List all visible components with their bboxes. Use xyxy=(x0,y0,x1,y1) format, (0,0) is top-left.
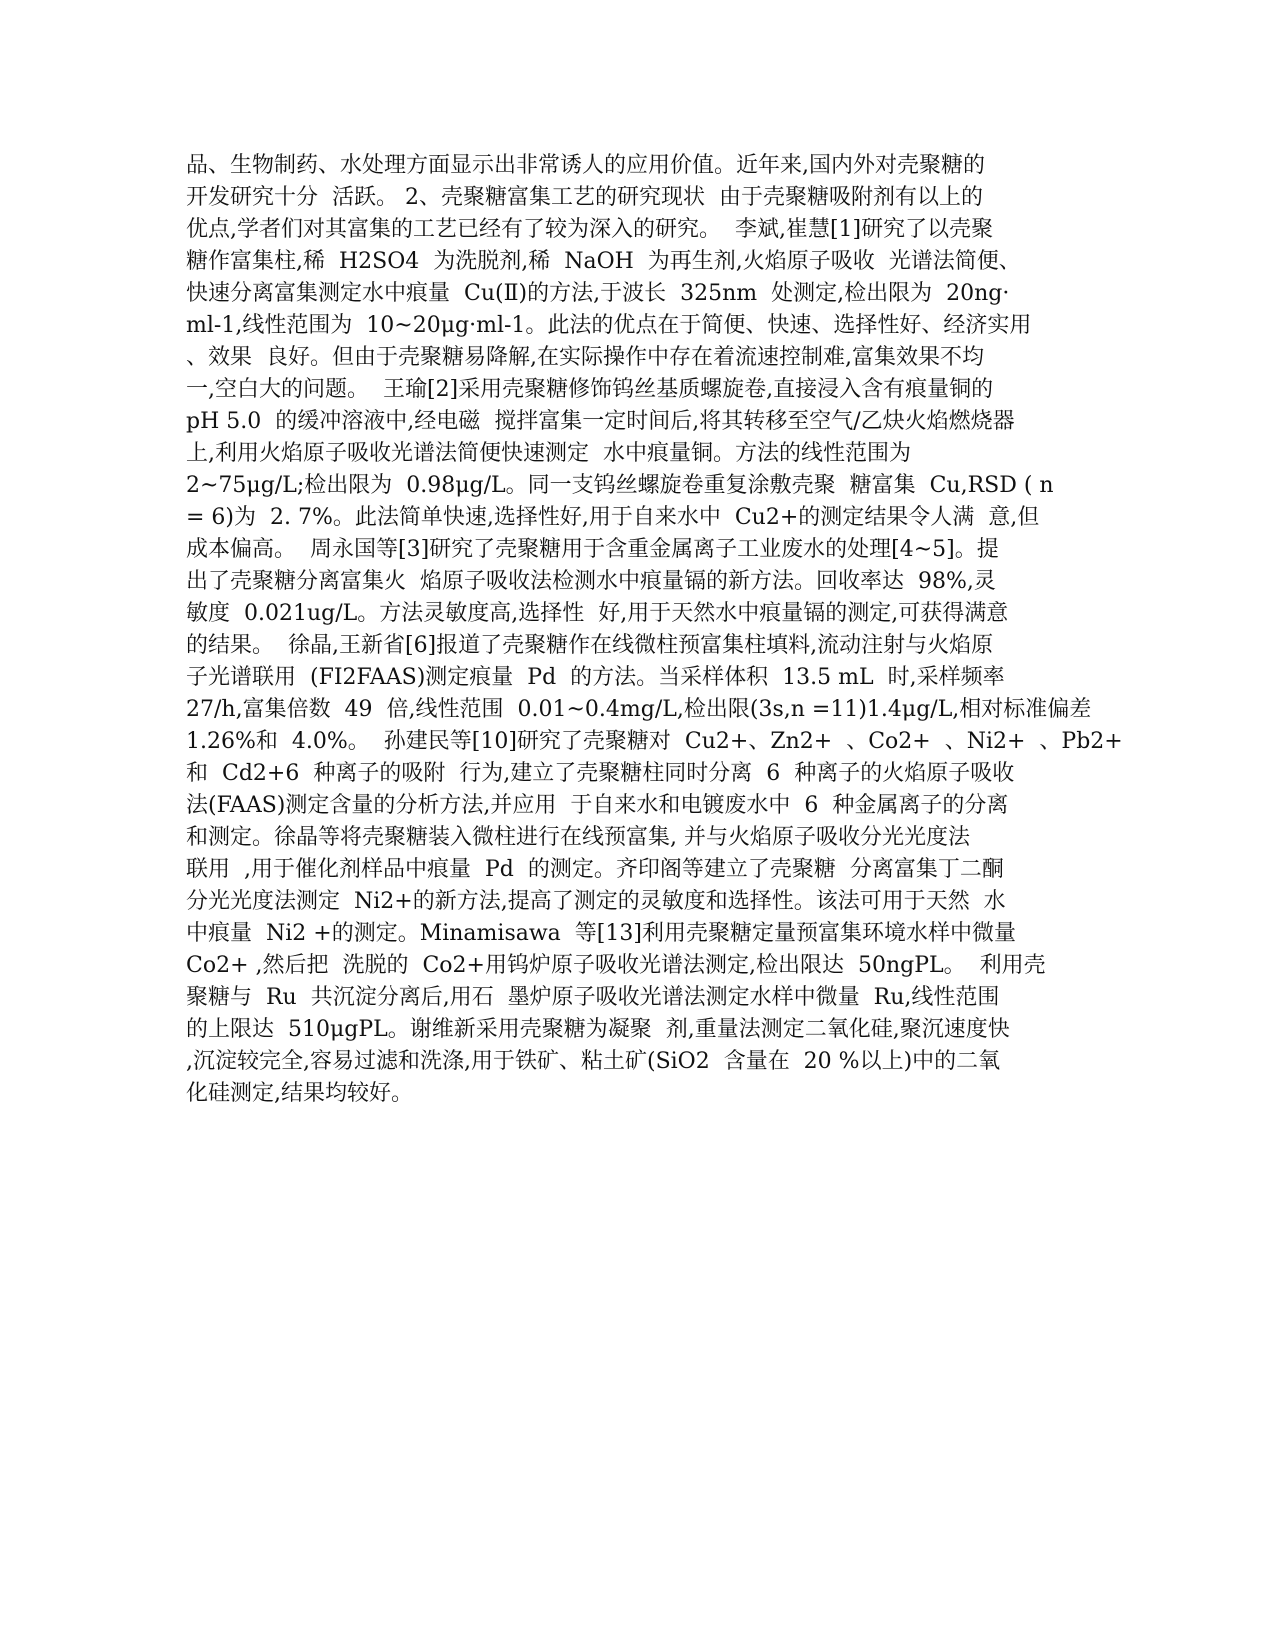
text-line: 、效果 良好。但由于壳聚糖易降解,在实际操作中存在着流速控制难,富集效果不均 xyxy=(186,345,984,370)
text-line: 一,空白大的问题。 王瑜[2]采用壳聚糖修饰钨丝基质螺旋卷,直接浸入含有痕量铜的 xyxy=(186,377,994,402)
text-line: 1.26%和 4.0%。 孙建民等[10]研究了壳聚糖对 Cu2+、Zn2+ 、Co2+ 、Ni2+ 、Pb2+ xyxy=(186,729,1123,754)
text-line: 的结果。 徐晶,王新省[6]报道了壳聚糖作在线微柱预富集柱填料,流动注射与火焰原 xyxy=(186,633,994,658)
body-paragraph xyxy=(186,150,1123,1110)
text-line: 的上限达 510μgPL。谢维新采用壳聚糖为凝聚 剂,重量法测定二氧化硅,聚沉速度快 xyxy=(186,1017,1010,1042)
text-line: 开发研究十分 活跃。 2、壳聚糖富集工艺的研究现状 由于壳聚糖吸附剂有以上的 xyxy=(186,185,983,210)
text-line: 优点,学者们对其富集的工艺已经有了较为深入的研究。 李斌,崔慧[1]研究了以壳聚 xyxy=(186,217,994,242)
text-line: 出了壳聚糖分离富集火 焰原子吸收法检测水中痕量镉的新方法。回收率达 98%,灵 xyxy=(186,569,996,594)
text-line: 中痕量 Ni2 +的测定。Minamisawa 等[13]利用壳聚糖定量预富集环境水样中微量 xyxy=(186,921,1016,946)
text-line: 成本偏高。 周永国等[3]研究了壳聚糖用于含重金属离子工业废水的处理[4~5]。提 xyxy=(186,537,999,562)
text-line: pH 5.0 的缓冲溶液中,经电磁 搅拌富集一定时间后,将其转移至空气/乙炔火焰燃烧器 xyxy=(186,409,1015,434)
text-line: = 6)为 2. 7%。此法简单快速,选择性好,用于自来水中 Cu2+的测定结果令人满 意,但 xyxy=(186,505,1040,530)
text-line: 联用 ,用于催化剂样品中痕量 Pd 的测定。齐印阁等建立了壳聚糖 分离富集丁二酮 xyxy=(186,857,1004,882)
text-line: 化硅测定,结果均较好。 xyxy=(186,1081,413,1106)
text-line: 品、生物制药、水处理方面显示出非常诱人的应用价值。近年来,国内外对壳聚糖的 xyxy=(186,153,985,178)
text-line: 分光光度法测定 Ni2+的新方法,提高了测定的灵敏度和选择性。该法可用于天然 水 xyxy=(186,889,1006,914)
text-line: Co2+ ,然后把 洗脱的 Co2+用钨炉原子吸收光谱法测定,检出限达 50ngPL。 利用壳 xyxy=(186,953,1046,978)
text-line: 快速分离富集测定水中痕量 Cu(Ⅱ)的方法,于波长 325nm 处测定,检出限为 20ng· xyxy=(186,281,1010,306)
text-line: 糖作富集柱,稀 H2SO4 为洗脱剂,稀 NaOH 为再生剂,火焰原子吸收 光谱法简便、 xyxy=(186,249,1021,274)
text-line: 和 Cd2+6 种离子的吸附 行为,建立了壳聚糖柱同时分离 6 种离子的火焰原子吸收 xyxy=(186,761,1015,786)
text-line: 2~75μg/L;检出限为 0.98μg/L。同一支钨丝螺旋卷重复涂敷壳聚 糖富集 Cu,RSD ( n xyxy=(186,473,1054,498)
text-line: ,沉淀较完全,容易过滤和洗涤,用于铁矿、粘土矿(SiO2 含量在 20 %以上)中的二氧 xyxy=(186,1049,1001,1074)
text-line: 敏度 0.021ug/L。方法灵敏度高,选择性 好,用于天然水中痕量镉的测定,可获得满意 xyxy=(186,601,1009,626)
text-line: 法(FAAS)测定含量的分析方法,并应用 于自来水和电镀废水中 6 种金属离子的分离 xyxy=(186,793,1009,818)
text-line: ml-1,线性范围为 10~20μg·ml-1。此法的优点在于简便、快速、选择性好、经济实用 xyxy=(186,313,1032,338)
text-line: 上,利用火焰原子吸收光谱法简便快速测定 水中痕量铜。方法的线性范围为 xyxy=(186,441,911,466)
text-line: 聚糖与 Ru 共沉淀分离后,用石 墨炉原子吸收光谱法测定水样中微量 Ru,线性范围 xyxy=(186,985,1000,1010)
text-line: 27/h,富集倍数 49 倍,线性范围 0.01~0.4mg/L,检出限(3s,n =11)1.4μg/L,相对标准偏差 xyxy=(186,697,1092,722)
text-line: 子光谱联用 (FI2FAAS)测定痕量 Pd 的方法。当采样体积 13.5 mL 时,采样频率 xyxy=(186,665,1005,690)
text-line: 和测定。徐晶等将壳聚糖装入微柱进行在线预富集, 并与火焰原子吸收分光光度法 xyxy=(186,825,970,850)
